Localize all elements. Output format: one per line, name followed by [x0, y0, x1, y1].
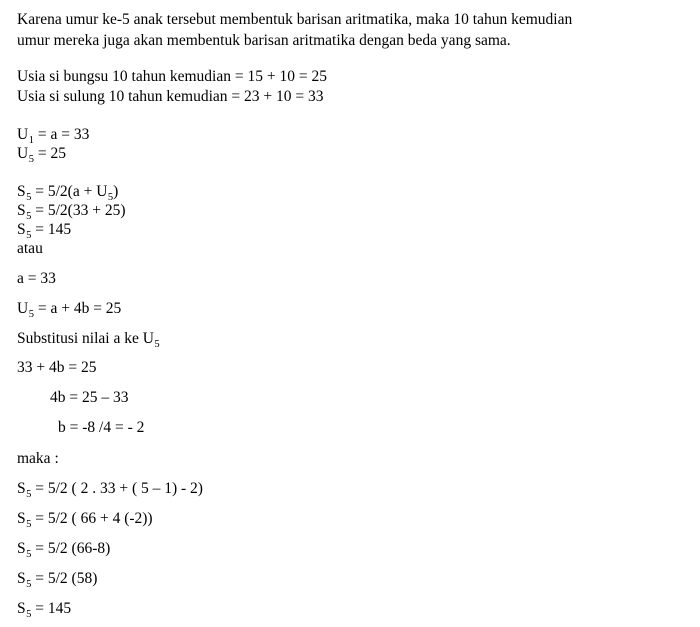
- u1-rest: = a = 33: [33, 126, 90, 143]
- s-subscript: 5: [26, 519, 32, 530]
- s-letter: S: [17, 510, 26, 527]
- s-letter: S: [17, 480, 26, 497]
- substitute-text: Substitusi nilai a ke U: [17, 330, 154, 347]
- sum-row-1-a: = 5/2(a + U: [31, 183, 108, 200]
- equation-3: b = -8 /4 = - 2: [58, 419, 145, 436]
- final-step-3-text: = 5/2 (66-8): [31, 540, 111, 557]
- sum-row-2: [17, 202, 126, 222]
- s-letter: S: [17, 600, 26, 617]
- u1-subscript: 1: [28, 135, 34, 146]
- substitute-subscript: 5: [154, 339, 160, 350]
- u1-line: [17, 126, 89, 146]
- u5-eq-rest: = a + 4b = 25: [33, 300, 122, 317]
- u5-eq-subscript: 5: [28, 309, 34, 320]
- s-letter: S: [17, 183, 26, 200]
- u5-rest: = 25: [33, 145, 66, 162]
- u5-line: [17, 145, 66, 165]
- u5-letter: U: [17, 145, 29, 162]
- youngest-age-line: Usia si bungsu 10 tahun kemudian = 15 + 10 = 25: [17, 68, 327, 85]
- s-letter: S: [17, 570, 26, 587]
- s-subscript: 5: [26, 549, 32, 560]
- sum-row-1-b: ): [113, 183, 119, 200]
- s-subscript: 5: [26, 211, 32, 222]
- oldest-age-line: Usia si sulung 10 tahun kemudian = 23 + 10 = 33: [17, 88, 324, 105]
- s-letter: S: [17, 202, 26, 219]
- u5-eq-letter: U: [17, 300, 29, 317]
- s-subscript: 5: [26, 192, 32, 203]
- sum-row-3: [17, 221, 71, 241]
- a-value-line: a = 33: [17, 270, 56, 287]
- paragraph-line-1: Karena umur ke-5 anak tersebut membentuk barisan aritmatika, maka 10 tahun kemudian: [17, 11, 573, 28]
- sum-row-3-text: = 145: [31, 221, 72, 238]
- final-step-2: [17, 510, 153, 530]
- equation-2: 4b = 25 – 33: [50, 389, 129, 406]
- final-step-5-text: = 145: [31, 600, 72, 617]
- final-step-1: [17, 480, 203, 500]
- s-letter: S: [17, 540, 26, 557]
- final-step-5: [17, 600, 71, 620]
- sum-row-1: [17, 183, 118, 203]
- s-subscript: 5: [26, 609, 32, 620]
- sum-row-2-text: = 5/2(33 + 25): [31, 202, 126, 219]
- final-step-4: [17, 570, 97, 590]
- s-subscript: 5: [26, 579, 32, 590]
- s-subscript: 5: [26, 489, 32, 500]
- s-letter: S: [17, 221, 26, 238]
- u5-equation-line: [17, 300, 121, 320]
- final-step-3: [17, 540, 110, 560]
- u5-subscript: 5: [28, 154, 34, 165]
- final-step-2-text: = 5/2 ( 66 + 4 (-2)): [31, 510, 153, 527]
- or-label: atau: [17, 240, 43, 257]
- u1-letter: U: [17, 126, 29, 143]
- final-step-1-text: = 5/2 ( 2 . 33 + ( 5 – 1) - 2): [31, 480, 203, 497]
- paragraph-line-2: umur mereka juga akan membentuk barisan aritmatika dengan beda yang sama.: [17, 32, 511, 49]
- equation-1: 33 + 4b = 25: [17, 359, 97, 376]
- maka-label: maka :: [17, 450, 59, 467]
- substitute-line: [17, 330, 160, 350]
- sum-row-1-subscript: 5: [107, 192, 114, 203]
- final-step-4-text: = 5/2 (58): [31, 570, 98, 587]
- s-subscript: 5: [26, 230, 32, 241]
